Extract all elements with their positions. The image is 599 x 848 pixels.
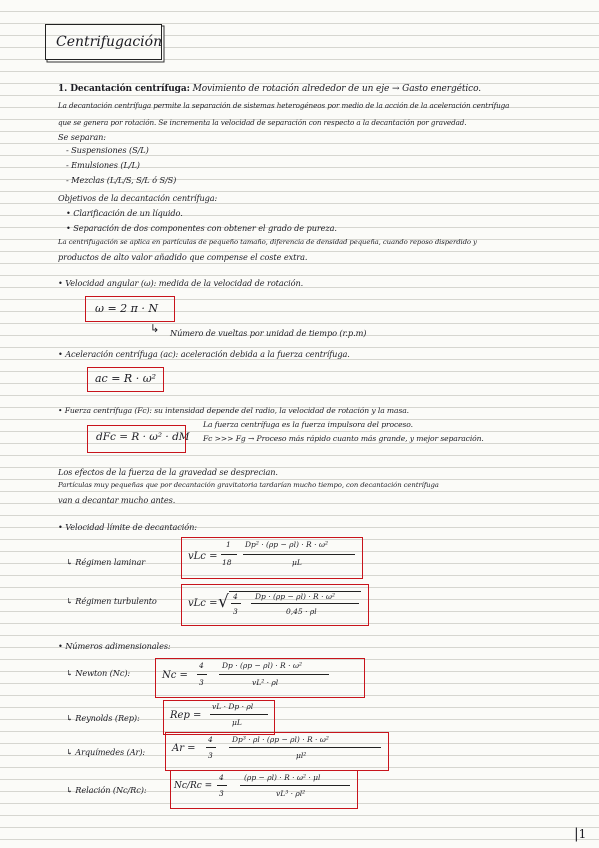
fuerza-note: Fc >>> Fg → Proceso más rápido cuanto más grande, y mejor separación.: [203, 434, 484, 443]
fraction-numerator: Dp³ · ρl · (ρp − ρl) · R · ω²: [232, 735, 329, 744]
fraction-numerator: Dp · (ρp − ρl) · R · ω²: [255, 592, 335, 601]
fraction-numerator: 4: [199, 661, 204, 670]
fraction-bar: [243, 554, 355, 555]
list-item: - Suspensiones (S/L): [66, 145, 149, 155]
fraction-denominator: vL² · ρl: [252, 678, 279, 687]
fraction-numerator: Dp · (ρp − ρl) · R · ω²: [222, 661, 302, 670]
fraction-denominator: 3: [233, 607, 238, 616]
section-heading-rest: Movimiento de rotación alrededor de un eje → Gasto energético.: [192, 84, 482, 94]
turbulento-label: ↳ Régimen turbulento: [66, 596, 157, 606]
fuerza-note: La fuerza centrífuga es la fuerza impulsora del proceso.: [203, 420, 413, 429]
objetivos-label: Objetivos de la decantación centrífuga:: [58, 193, 218, 203]
velocidad-limite-label: • Velocidad límite de decantación:: [58, 522, 197, 532]
fraction-bar: [206, 747, 216, 748]
laminar-lhs: vLc =: [188, 551, 218, 562]
fraction-denominator: 3: [199, 678, 204, 687]
fraction-denominator: 3: [219, 789, 224, 798]
page-number: |1: [574, 826, 587, 842]
list-item: • Clarificación de un líquido.: [66, 208, 183, 218]
turb-lhs: vLc =: [188, 598, 218, 609]
fraction-numerator: 4: [208, 735, 213, 744]
fraction-denominator: vL³ · ρl²: [276, 789, 306, 798]
fraction-numerator: vL · Dp · ρl: [212, 702, 254, 711]
paragraph-line: La centrifugación se aplica en partículas de pequeño tamaño, diferencia de densidad pequeña, cuando reposo disperdido y: [58, 238, 477, 246]
fraction-bar: [221, 554, 237, 555]
section-heading: [58, 84, 481, 94]
arquimedes-lhs: Ar =: [172, 743, 196, 754]
laminar-label: ↳ Régimen laminar: [66, 557, 146, 567]
relacion-lhs: Nc/Rc =: [174, 781, 213, 791]
fuerza-label: • Fuerza centrífuga (Fc): su intensidad depende del radio, la velocidad de rotación y la masa.: [58, 406, 409, 415]
paragraph-line: La decantación centrífuga permite la separación de sistemas heterogéneos por medio de la acción de la aceleración centrífuga: [58, 101, 510, 110]
formula-fc: dFc = R · ω² · dM: [96, 431, 190, 443]
arrow-icon: ↳: [150, 322, 160, 335]
list-item: - Emulsiones (L/L): [66, 160, 140, 170]
newton-lhs: Nc =: [162, 670, 188, 681]
efectos-line: van a decantar mucho antes.: [58, 495, 176, 505]
list-item: - Mezclas (L/L/S, S/L ó S/S): [66, 175, 177, 185]
list-item: • Separación de dos componentes con obtener el grado de pureza.: [66, 223, 337, 233]
fraction-numerator: 1: [226, 540, 231, 549]
fraction-numerator: 4: [219, 773, 224, 782]
fraction-denominator: μL: [292, 558, 302, 567]
fraction-bar: [231, 603, 241, 604]
reynolds-label: ↳ Reynolds (Rep):: [66, 713, 140, 723]
fraction-bar: [229, 747, 381, 748]
paragraph-line: que se genera por rotación. Se incrementa la velocidad de separación con respecto a la decantación por gravedad.: [58, 118, 467, 127]
velocidad-angular-label: • Velocidad angular (ω): medida de la velocidad de rotación.: [58, 278, 304, 288]
efectos-line: Los efectos de la fuerza de la gravedad se desprecian.: [58, 467, 278, 477]
fraction-numerator: 4: [233, 592, 238, 601]
section-heading-title: 1. Decantación centrífuga:: [58, 84, 190, 94]
reynolds-lhs: Rep =: [170, 710, 202, 721]
fraction-denominator: 0,45 · ρl: [286, 607, 317, 616]
fraction-bar: [197, 674, 207, 675]
fraction-denominator: μL: [232, 718, 242, 727]
fraction-numerator: Dp² · (ρp − ρl) · R · ω²: [245, 540, 328, 549]
adimensionales-label: • Números adimensionales:: [58, 641, 171, 651]
paragraph-line: productos de alto valor añadido que compense el coste extra.: [58, 252, 308, 262]
fraction-numerator: (ρp − ρl) · R · ω² · μl: [244, 773, 321, 782]
separa-label: Se separan:: [58, 132, 106, 142]
fraction-bar: [219, 674, 329, 675]
fraction-bar: [217, 785, 227, 786]
arquimedes-label: ↳ Arquímedes (Ar):: [66, 747, 146, 757]
fraction-denominator: 3: [208, 751, 213, 760]
velocidad-angular-note: Número de vueltas por unidad de tiempo (r.p.m): [170, 328, 367, 338]
formula-omega: ω = 2 π · N: [95, 302, 159, 315]
fraction-denominator: 18: [222, 558, 232, 567]
newton-label: ↳ Newton (Nc):: [66, 668, 131, 678]
fraction-bar: [240, 785, 350, 786]
page-number-value: 1: [578, 827, 587, 841]
formula-ac: ac = R · ω²: [95, 372, 157, 385]
aceleracion-label: • Aceleración centrífuga (ac): aceleración debida a la fuerza centrífuga.: [58, 349, 350, 359]
efectos-line: Partículas muy pequeñas que por decantación gravitatoria tardarían mucho tiempo, con decantación centrífuga: [58, 481, 439, 489]
relacion-label: ↳ Relación (Nc/Rc):: [66, 785, 147, 795]
sqrt-icon: √: [218, 592, 229, 612]
fraction-denominator: μl²: [296, 751, 307, 760]
page-title: Centrifugación: [56, 34, 163, 50]
fraction-bar: [210, 714, 268, 715]
fraction-bar: [251, 603, 359, 604]
